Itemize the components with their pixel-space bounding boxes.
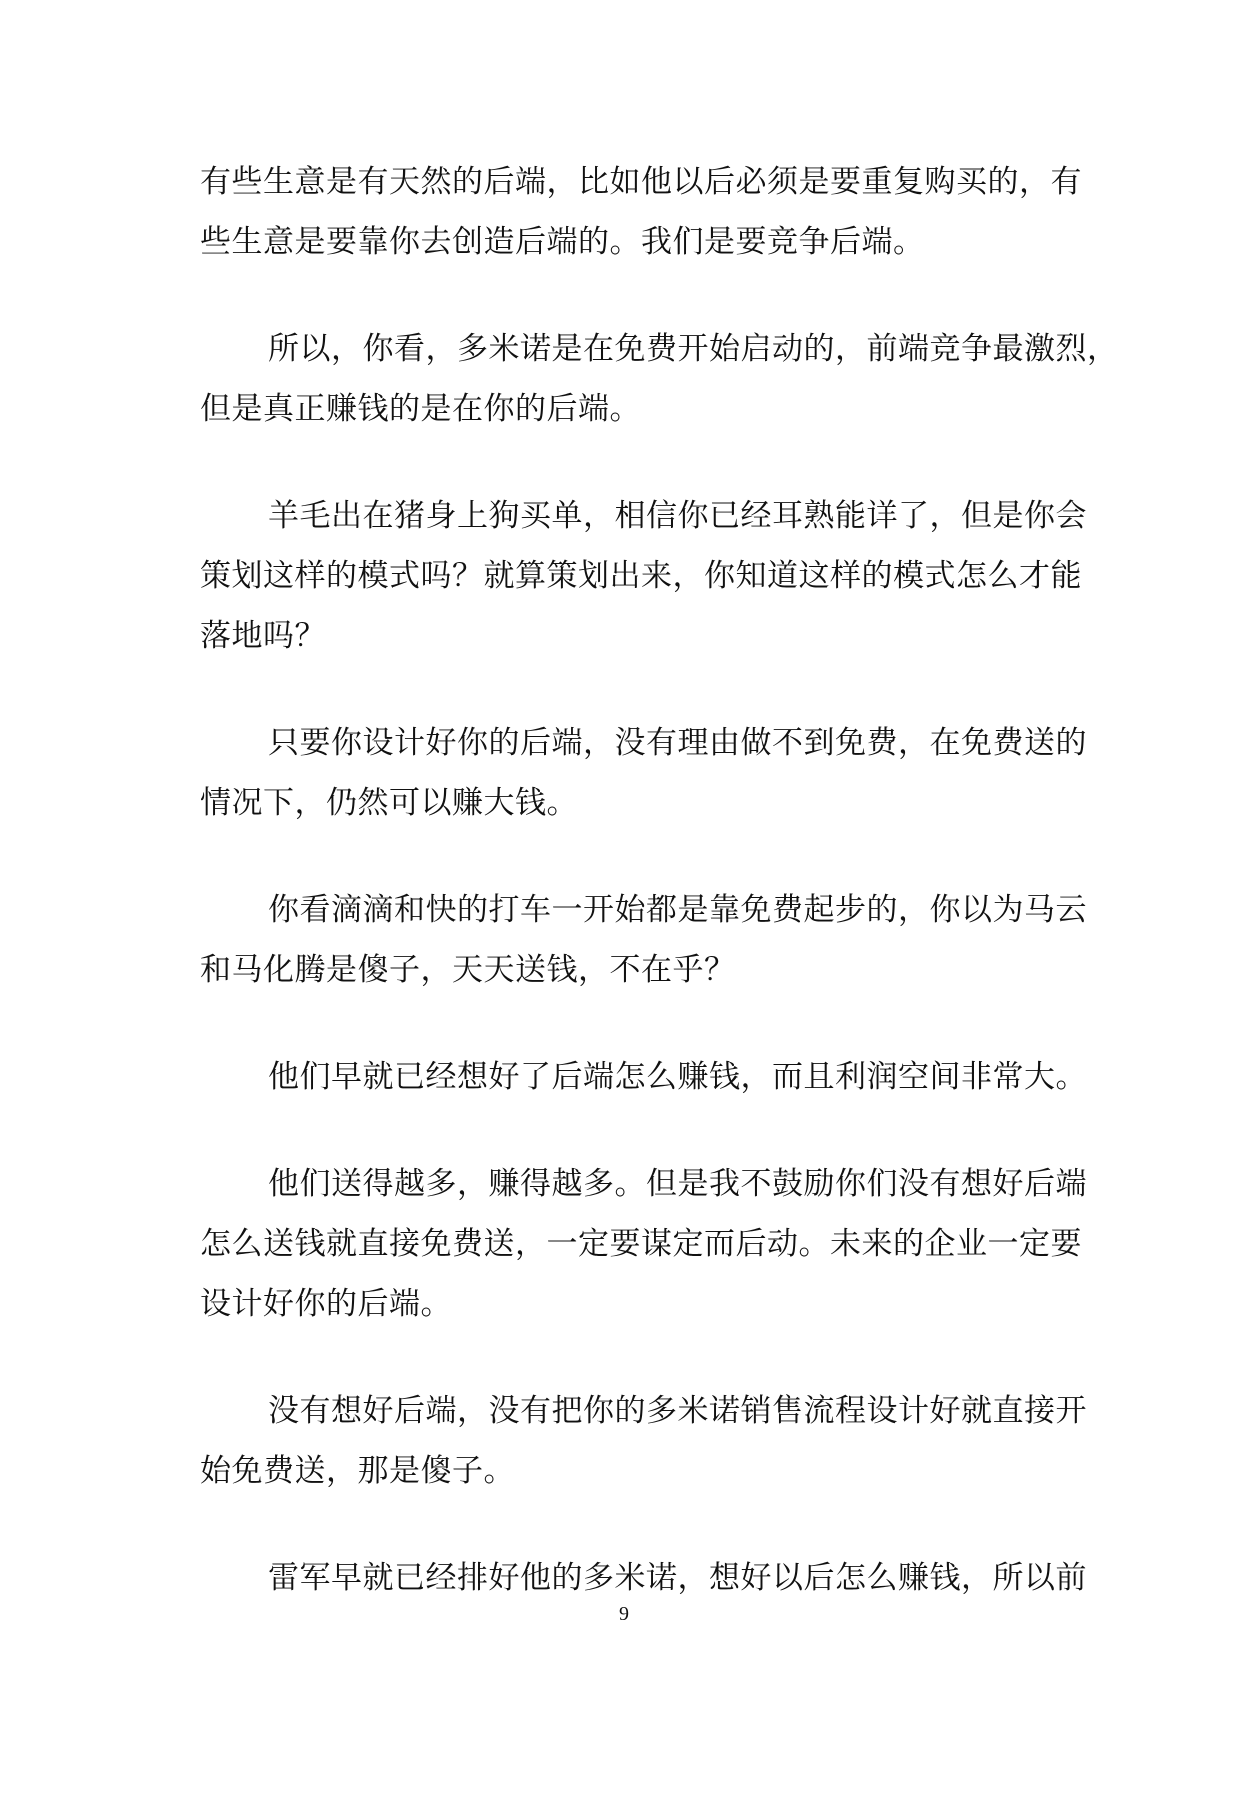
- text-line: 落地吗？: [200, 618, 326, 654]
- text-line: 怎么送钱就直接免费送，一定要谋定而后动。未来的企业一定要: [200, 1226, 1082, 1262]
- paragraph: [200, 486, 1087, 666]
- text-line: 他们送得越多，赚得越多。但是我不鼓励你们没有想好后端: [268, 1166, 1087, 1202]
- paragraph: [200, 319, 1119, 439]
- text-line: 他们早就已经想好了后端怎么赚钱，而且利润空间非常大。: [268, 1059, 1087, 1095]
- text-line: 羊毛出在猪身上狗买单，相信你已经耳熟能详了，但是你会: [268, 498, 1087, 534]
- text-line: 雷军早就已经排好他的多米诺，想好以后怎么赚钱，所以前: [268, 1560, 1087, 1596]
- text-line: 情况下，仍然可以赚大钱。: [200, 785, 578, 821]
- page-number: 9: [619, 1603, 629, 1625]
- text-line: 但是真正赚钱的是在你的后端。: [200, 391, 641, 427]
- text-line: 设计好你的后端。: [200, 1286, 452, 1322]
- text-line: 没有想好后端，没有把你的多米诺销售流程设计好就直接开: [268, 1393, 1087, 1429]
- text-line: 和马化腾是傻子，天天送钱，不在乎？: [200, 952, 736, 988]
- paragraph: [200, 1381, 1087, 1501]
- paragraph: [200, 152, 1082, 272]
- paragraph: [200, 1548, 1087, 1608]
- paragraph: [200, 713, 1087, 833]
- text-line: 只要你设计好你的后端，没有理由做不到免费，在免费送的: [268, 725, 1087, 761]
- text-line: 所以，你看，多米诺是在免费开始启动的，前端竞争最激烈，: [268, 331, 1119, 367]
- paragraph: [200, 1154, 1087, 1334]
- text-line: 策划这样的模式吗？就算策划出来，你知道这样的模式怎么才能: [200, 558, 1082, 594]
- paragraph: [200, 1047, 1087, 1107]
- text-line: 有些生意是有天然的后端，比如他以后必须是要重复购买的，有: [200, 164, 1082, 200]
- text-line: 些生意是要靠你去创造后端的。我们是要竞争后端。: [200, 224, 925, 260]
- text-line: 你看滴滴和快的打车一开始都是靠免费起步的，你以为马云: [268, 892, 1087, 928]
- text-line: 始免费送，那是傻子。: [200, 1453, 515, 1489]
- body-text: [200, 152, 1119, 1655]
- paragraph: [200, 880, 1087, 1000]
